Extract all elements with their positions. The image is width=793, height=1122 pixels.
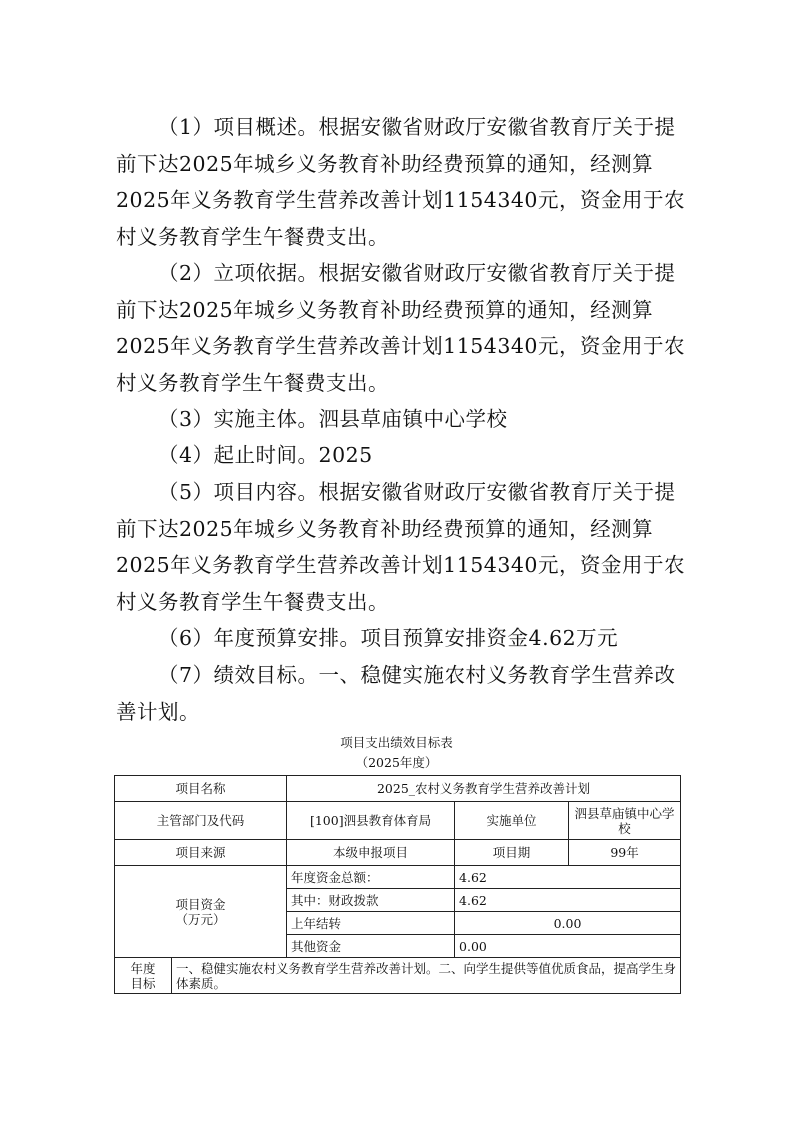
- paragraph-performance-goal: [116, 657, 686, 730]
- paragraph-text: （4）起止时间。2025: [158, 443, 373, 467]
- period-value: 99年: [569, 840, 681, 866]
- paragraph-project-content: [116, 474, 686, 620]
- funds-row-label: 年度资金总额：: [287, 866, 455, 889]
- period-label: 项目期: [455, 840, 569, 866]
- annual-goal-label-text: 年度目标: [130, 960, 156, 991]
- table-row: [115, 840, 681, 866]
- table-title: 项目支出绩效目标表: [340, 735, 453, 750]
- funds-row-value: 0.00: [455, 912, 681, 935]
- paragraph-text: （6）年度预算安排。项目预算安排资金4.62万元: [158, 626, 619, 650]
- funds-row-value: 0.00: [455, 935, 681, 958]
- source-label: 项目来源: [115, 840, 287, 866]
- impl-unit-label: 实施单位: [455, 802, 569, 840]
- paragraph-text: （7）绩效目标。一、稳健实施农村义务教育学生营养改善计划。: [116, 663, 676, 724]
- paragraph-project-overview: [116, 109, 686, 255]
- impl-unit-value: 泗县草庙镇中心学校: [569, 802, 681, 840]
- annual-goal-value: 一、稳健实施农村义务教育学生营养改善计划。二、向学生提供等值优质食品，提高学生身体素质。: [172, 958, 681, 994]
- funds-row-label: 其他资金: [287, 935, 455, 958]
- dept-label: 主管部门及代码: [115, 802, 287, 840]
- table-row: [115, 776, 681, 802]
- table-row: [115, 866, 681, 889]
- funds-label: [115, 866, 287, 958]
- table-row: [115, 958, 681, 994]
- funds-row-label: 其中：财政拨款: [287, 889, 455, 912]
- funds-row-value: 4.62: [455, 866, 681, 889]
- paragraph-text: （2）立项依据。根据安徽省财政厅安徽省教育厅关于提前下达2025年城乡义务教育补助经费预算的通知，经测算2025年义务教育学生营养改善计划1154340元，资金用于农村义务教育学生午餐费支出。: [116, 261, 685, 395]
- project-name-value: 2025_农村义务教育学生营养改善计划: [287, 776, 681, 802]
- paragraph-text: （3）实施主体。泗县草庙镇中心学校: [158, 407, 508, 431]
- paragraph-project-basis: [116, 255, 686, 401]
- annual-goal-label: [115, 958, 172, 994]
- paragraph-implementing-entity: [116, 401, 686, 438]
- source-value: 本级申报项目: [287, 840, 455, 866]
- paragraph-annual-budget: [116, 620, 686, 657]
- funds-row-label: 上年结转: [287, 912, 455, 935]
- paragraph-text: （1）项目概述。根据安徽省财政厅安徽省教育厅关于提前下达2025年城乡义务教育补助经费预算的通知，经测算2025年义务教育学生营养改善计划1154340元，资金用于农村义务教育学生午餐费支出。: [116, 115, 685, 249]
- funds-row-value: 4.62: [455, 889, 681, 912]
- paragraph-time-span: [116, 437, 686, 474]
- table-row: [115, 802, 681, 840]
- funds-label-text: 项目资金（万元）: [175, 896, 226, 927]
- dept-value: [100]泗县教育体育局: [287, 802, 455, 840]
- project-name-label: 项目名称: [115, 776, 287, 802]
- performance-goal-table: [114, 775, 681, 994]
- table-subtitle: （2025年度）: [355, 755, 438, 770]
- paragraph-text: （5）项目内容。根据安徽省财政厅安徽省教育厅关于提前下达2025年城乡义务教育补助经费预算的通知，经测算2025年义务教育学生营养改善计划1154340元，资金用于农村义务教育学生午餐费支出。: [116, 480, 685, 614]
